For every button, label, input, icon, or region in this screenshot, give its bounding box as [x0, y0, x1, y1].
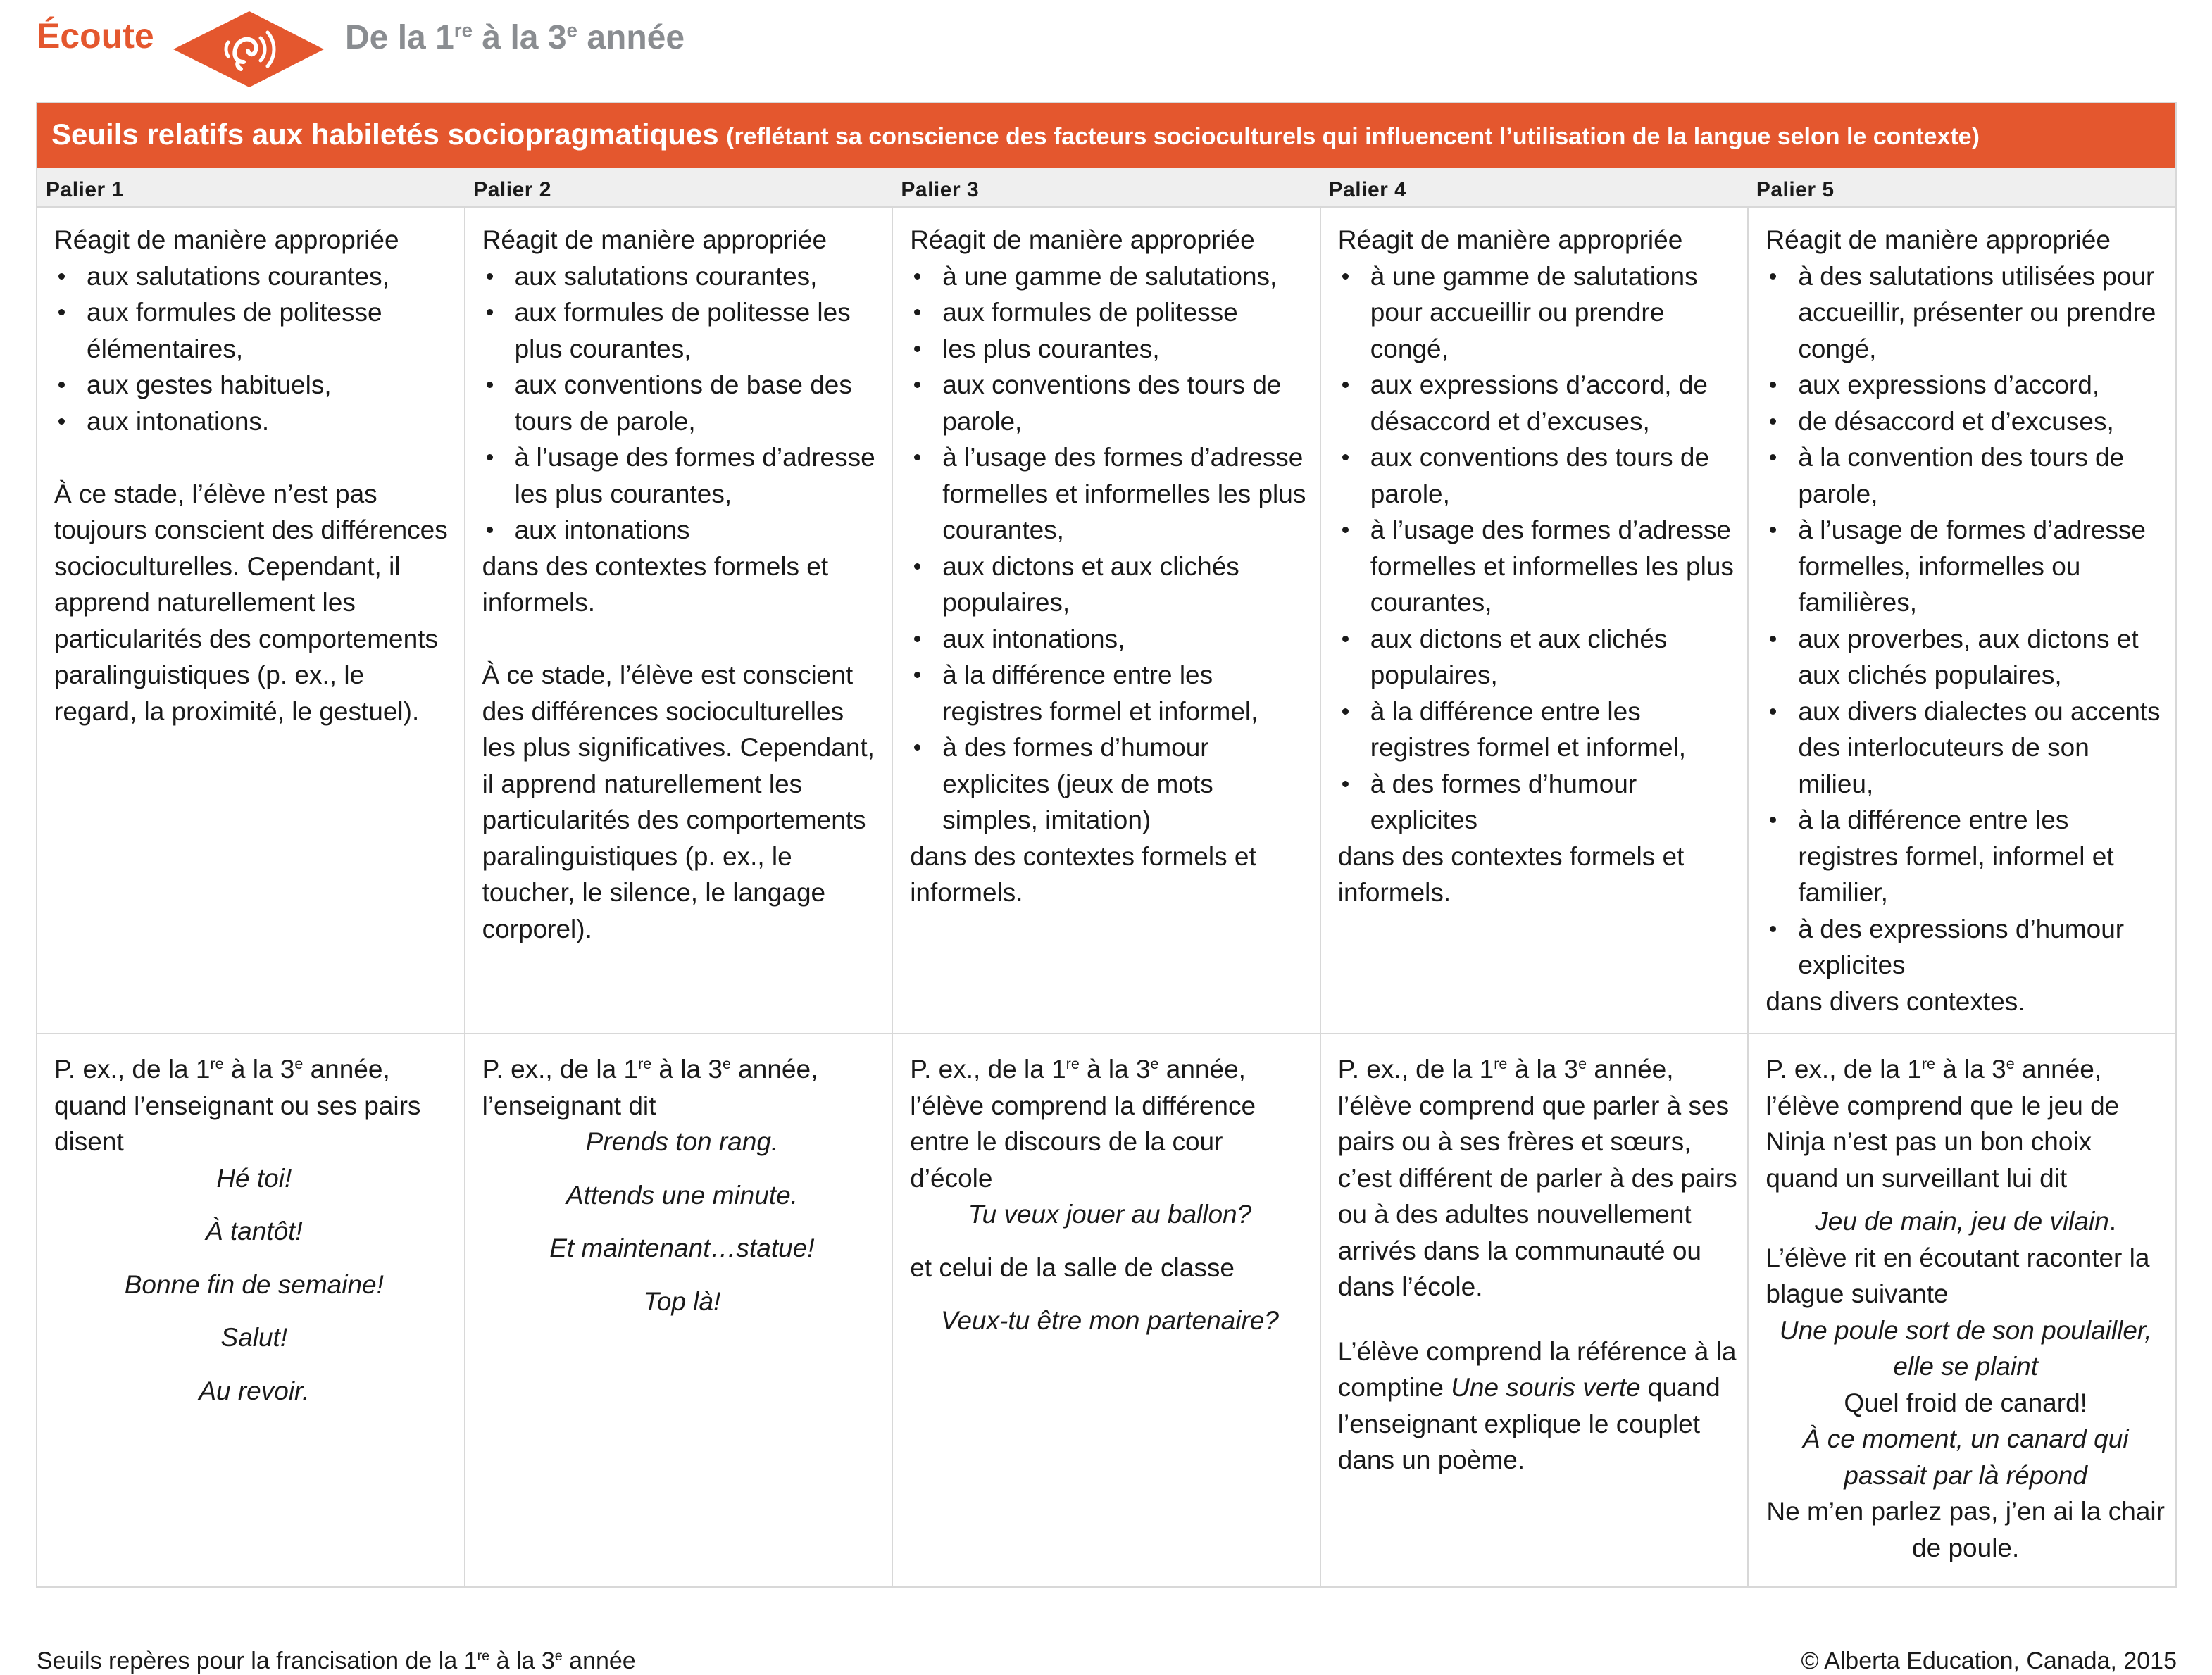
palier-1-description — [37, 206, 464, 1034]
example-quote: Attends une minute. — [566, 1180, 798, 1210]
banner-title: Seuils relatifs aux habiletés sociopragmatiques — [51, 118, 719, 151]
list-item: à une gamme de salutations pour accueillir ou prendre congé, — [1338, 258, 1738, 368]
list-item: aux salutations courantes, — [482, 258, 882, 295]
list-item: à l’usage des formes d’adresse les plus courantes, — [482, 439, 882, 512]
description-note: À ce stade, l’élève n’est pas toujours conscient des différences socioculturelles. Cependant, il apprend naturellement les particularités des comportements paralinguistiques (p. ex., le regard, la proximité, le gestuel). — [54, 479, 448, 726]
joke-line: Quel froid de canard! — [1844, 1388, 2087, 1417]
palier-4-header: Palier 4 — [1328, 178, 1407, 201]
description-list — [910, 258, 1310, 839]
list-item: à l’usage de formes d’adresse formelles, informelles ou familières, — [1766, 512, 2166, 621]
section-title: Écoute — [37, 16, 154, 56]
list-item: à des formes d’humour explicites (jeux de mots simples, imitation) — [910, 729, 1310, 839]
palier-1-example — [37, 1034, 464, 1588]
palier-3-example — [893, 1034, 1320, 1588]
banner-subtitle: (reflétant sa conscience des facteurs socioculturels qui influencent l’utilisation de la langue selon le contexte) — [726, 123, 1980, 150]
list-item: aux formules de politesse — [910, 294, 1310, 331]
footer-document-title: Seuils repères pour la francisation de la 1re à la 3e année — [37, 1648, 636, 1674]
list-item: aux conventions des tours de parole, — [1338, 439, 1738, 512]
palier-5-description — [1749, 206, 2175, 1034]
description-list — [54, 258, 454, 440]
palier-2-column — [464, 206, 892, 1588]
list-item: à la différence entre les registres formel, informel et familier, — [1766, 802, 2166, 911]
list-item: aux dictons et aux clichés populaires, — [910, 548, 1310, 621]
list-item: à des formes d’humour explicites — [1338, 766, 1738, 839]
palier-4-column — [1320, 206, 1748, 1588]
example-intro: P. ex., de la 1re à la 3e année, l’élève comprend que le jeu de Ninja n’est pas un bon choix quand un surveillant lui dit — [1766, 1055, 2120, 1193]
palier-2-example — [465, 1034, 892, 1588]
example-transition: L’élève rit en écoutant raconter la blague suivante — [1766, 1243, 2150, 1308]
list-item: aux intonations, — [910, 621, 1310, 658]
list-item: à l’usage des formes d’adresse formelles et informelles les plus courantes, — [910, 439, 1310, 548]
list-item: aux intonations. — [54, 403, 454, 440]
palier-5-example — [1749, 1034, 2175, 1588]
joke-line: Ne m’en parlez pas, j’en ai la chair de poule. — [1766, 1497, 2165, 1562]
list-item: aux dictons et aux clichés populaires, — [1338, 621, 1738, 694]
description-outro: dans divers contextes. — [1766, 986, 2025, 1016]
example-quote: Bonne fin de semaine! — [124, 1269, 384, 1299]
example-quote: Prends ton rang. — [585, 1127, 779, 1156]
example-quote: Top là! — [643, 1286, 721, 1316]
description-list — [1766, 258, 2166, 984]
palier-4-description — [1321, 206, 1748, 1034]
palier-columns — [37, 206, 2175, 1588]
list-item: aux expressions d’accord, — [1766, 367, 2166, 403]
example-quote: À tantôt! — [205, 1217, 303, 1246]
list-item: à la convention des tours de parole, — [1766, 439, 2166, 512]
table-banner — [37, 103, 2175, 168]
example-intro: P. ex., de la 1re à la 3e année, l’élève comprend que parler à ses pairs ou à ses frères et sœurs, c’est différent de parler à des pairs ou à des adultes nouvellement arrivés dans la communauté ou dans l’école. — [1337, 1055, 1737, 1301]
list-item: aux salutations courantes, — [54, 258, 454, 295]
list-item: à des salutations utilisées pour accueillir, présenter ou prendre congé, — [1766, 258, 2166, 368]
example-intro: P. ex., de la 1re à la 3e année, quand l’enseignant ou ses pairs disent — [54, 1055, 421, 1156]
list-item: à une gamme de salutations, — [910, 258, 1310, 295]
palier-3-header: Palier 3 — [901, 178, 980, 201]
palier-3-description — [893, 206, 1320, 1034]
palier-3-column — [892, 206, 1320, 1588]
example-intro: P. ex., de la 1re à la 3e année, l’élève comprend la différence entre le discours de la cour d’école — [910, 1055, 1256, 1193]
list-item: aux gestes habituels, — [54, 367, 454, 403]
list-item: aux intonations — [482, 512, 882, 548]
example-quote: Au revoir. — [199, 1376, 310, 1405]
example-quote: Tu veux jouer au ballon? — [968, 1200, 1252, 1229]
description-list — [482, 258, 882, 548]
list-item: à la différence entre les registres formel et informel, — [910, 657, 1310, 729]
example-quote: Veux-tu être mon partenaire? — [941, 1306, 1279, 1335]
palier-1-column — [37, 206, 464, 1588]
ear-sound-icon — [173, 11, 324, 87]
list-item: les plus courantes, — [910, 331, 1310, 368]
palier-5-header: Palier 5 — [1756, 178, 1835, 201]
footer-copyright: © Alberta Education, Canada, 2015 — [1801, 1648, 2177, 1674]
palier-4-example — [1321, 1034, 1748, 1588]
palier-1-header: Palier 1 — [46, 178, 124, 201]
palier-2-description — [465, 206, 892, 1034]
example-quote: Salut! — [220, 1323, 288, 1352]
example-quote: Jeu de main, jeu de vilain. — [1815, 1207, 2117, 1236]
palier-5-column — [1747, 206, 2175, 1588]
example-intro: P. ex., de la 1re à la 3e année, l’enseignant dit — [482, 1055, 818, 1120]
grade-range-title: De la 1re à la 3e année — [345, 19, 685, 56]
list-item: aux formules de politesse élémentaires, — [54, 294, 454, 367]
list-item: de désaccord et d’excuses, — [1766, 403, 2166, 440]
list-item: à la différence entre les registres formel et informel, — [1338, 694, 1738, 766]
joke-line: À ce moment, un canard qui passait par là répond — [1802, 1424, 2129, 1490]
list-item: aux proverbes, aux dictons et aux clichés populaires, — [1766, 621, 2166, 694]
list-item: aux expressions d’accord, de désaccord et d’excuses, — [1338, 367, 1738, 439]
description-outro: dans des contextes formels et informels. — [482, 551, 829, 617]
description-intro: Réagit de manière appropriée — [482, 225, 827, 254]
description-intro: Réagit de manière appropriée — [1766, 225, 2111, 254]
list-item: aux divers dialectes ou accents des interlocuteurs de son milieu, — [1766, 694, 2166, 803]
description-list — [1338, 258, 1738, 839]
example-quote: Hé toi! — [216, 1163, 292, 1193]
list-item: aux conventions des tours de parole, — [910, 367, 1310, 439]
thresholds-table — [36, 102, 2177, 1588]
description-outro: dans des contextes formels et informels. — [1337, 841, 1685, 907]
joke-line: Une poule sort de son poulailler, elle se plaint — [1779, 1315, 2152, 1381]
palier-header-row — [37, 168, 2175, 208]
example-reference: L’élève comprend la référence à la comptine Une souris verte quand l’enseignant explique le couplet dans un poème. — [1337, 1336, 1737, 1474]
description-note: À ce stade, l’élève est conscient des différences socioculturelles les plus significatives. Cependant, il apprend naturellement les particularités des comportements paralinguistiques (p. ex., le toucher, le silence, le langage corporel). — [482, 660, 875, 943]
list-item: à des expressions d’humour explicites — [1766, 911, 2166, 984]
list-item: aux formules de politesse les plus courantes, — [482, 294, 882, 367]
list-item: à l’usage des formes d’adresse formelles et informelles les plus courantes, — [1338, 512, 1738, 621]
description-intro: Réagit de manière appropriée — [1337, 225, 1683, 254]
description-intro: Réagit de manière appropriée — [910, 225, 1255, 254]
example-quote: Et maintenant…statue! — [549, 1234, 815, 1262]
description-intro: Réagit de manière appropriée — [54, 225, 399, 254]
description-outro: dans des contextes formels et informels. — [910, 841, 1256, 907]
palier-2-header: Palier 2 — [473, 178, 551, 201]
example-transition: et celui de la salle de classe — [910, 1253, 1235, 1282]
page-header — [0, 0, 2212, 92]
list-item: aux conventions de base des tours de parole, — [482, 367, 882, 439]
